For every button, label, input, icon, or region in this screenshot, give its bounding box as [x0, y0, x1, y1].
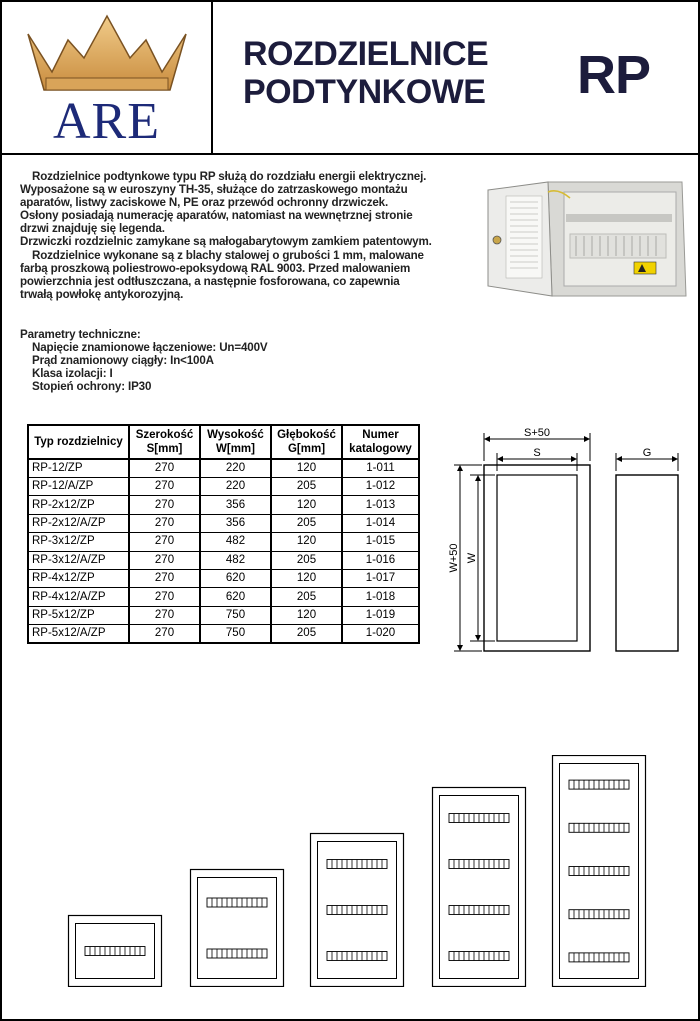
header-type: Typ rozdzielnicy — [28, 425, 129, 459]
parameters-heading: Parametry techniczne: — [20, 328, 141, 341]
table-row: RP-5x12/A/ZP 270 750 205 1-020 — [28, 625, 419, 644]
header — [0, 0, 700, 155]
label-g: G — [642, 447, 652, 459]
table-row: RP-4x12/A/ZP 270 620 205 1-018 — [28, 588, 419, 606]
table-row: RP-3x12/A/ZP 270 482 205 1-016 — [28, 551, 419, 569]
header-depth: Głębokość G[mm] — [271, 425, 342, 459]
front-view-outer — [484, 465, 590, 651]
parameter-item: Klasa izolacji: I — [32, 367, 113, 381]
header-height: Wysokość W[mm] — [200, 425, 271, 459]
description-line: Osłony posiadają numerację aparatów, natomiast na wewnętrznej stronie — [20, 209, 413, 223]
table-row: RP-4x12/ZP 270 620 120 1-017 — [28, 569, 419, 587]
logo-text: ARE — [53, 93, 160, 150]
label-s: S — [533, 447, 541, 459]
description-line: Wyposażone są w euroszyny TH-35, służące do zatrzaskowego montażu — [20, 183, 408, 197]
description-line: aparatów, listwy zaciskowe N, PE oraz przewód ochronny drzwiczek. — [20, 196, 389, 210]
description-line: trwałą powłokę antykorozyjną. — [20, 287, 184, 301]
side-view — [616, 475, 678, 651]
description-line: powierzchnia jest odtłuszczana, a następnie fosforowana, co zapewnia — [20, 274, 400, 288]
header-catalog-number: Numer katalogowy — [342, 425, 419, 459]
dimension-drawing — [440, 425, 690, 665]
description-line: drzwi znajduję się legenda. — [20, 222, 165, 236]
table-row: RP-12/ZP 270 220 120 1-011 — [28, 459, 419, 478]
parameter-item: Prąd znamionowy ciągły: In<100A — [32, 354, 214, 368]
description-line: farbą proszkową poliestrowo-epoksydową RAL 9003. Przed malowaniem — [20, 261, 411, 275]
parameter-item: Stopień ochrony: IP30 — [32, 380, 152, 394]
description-line: Drzwiczki rozdzielnic zamykane są małogabarytowym zamkiem patentowym. — [20, 235, 432, 249]
parameter-item: Napięcie znamionowe łączeniowe: Un=400V — [32, 341, 268, 355]
cabinet-size-illustrations — [60, 755, 660, 987]
table-row: RP-2x12/ZP 270 356 120 1-013 — [28, 496, 419, 514]
product-photo — [486, 178, 688, 302]
table-row: RP-12/A/ZP 270 220 205 1-012 — [28, 478, 419, 496]
crown-icon — [24, 14, 190, 92]
front-view-inner — [497, 475, 577, 641]
header-width: Szerokość S[mm] — [129, 425, 200, 459]
page-title — [243, 35, 488, 111]
label-w-plus-50: W+50 — [448, 543, 460, 573]
cabinet-outline — [191, 870, 284, 987]
description-line: Rozdzielnice wykonane są z blachy stalowej o grubości 1 mm, malowane — [32, 248, 424, 262]
description-line: Rozdzielnice podtynkowe typu RP służą do rozdziału energii elektrycznej. — [32, 170, 427, 183]
table-row: RP-3x12/ZP 270 482 120 1-015 — [28, 533, 419, 551]
logo — [0, 0, 213, 153]
title-line-1: ROZDZIELNICE — [243, 35, 489, 73]
description — [20, 170, 482, 301]
title-line-2: PODTYNKOWE — [243, 73, 486, 111]
label-s-plus-50: S+50 — [524, 427, 550, 439]
specification-table — [27, 424, 420, 644]
table-row: RP-5x12/ZP 270 750 120 1-019 — [28, 606, 419, 624]
table-header-row — [28, 425, 419, 459]
table-row: RP-2x12/A/ZP 270 356 205 1-014 — [28, 514, 419, 532]
series-code: RP — [577, 45, 651, 105]
label-w: W — [466, 552, 478, 564]
technical-parameters — [20, 328, 267, 393]
